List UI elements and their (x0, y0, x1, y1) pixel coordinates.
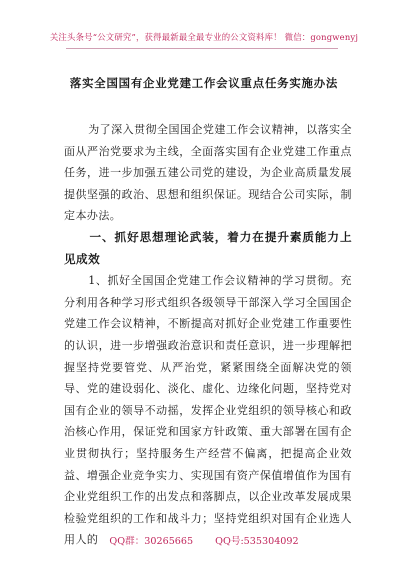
section-1-paragraph: 1、抓好全国国企党建工作会议精神的学习贯彻。充分利用各种学习形式组织各级领导干部深入学习全国国企党建工作会议精神，不断提高对抓好企业党建工作重要性的认识，进一步增强政治意识和责任意识，进一步理解把握坚持党要管党、从严治党，紧紧围绕全面解决党的领导、党的建设弱化、淡化、虚化、边缘化问题，坚持党对国有企业的领导不动摇，发挥企业党组织的领导核心和政治核心作用，保证党和国家方针政策、重大部署在国有企业贯彻执行；坚持服务生产经营不偏离，把提高企业效益、增强企业竞争实力、实现国有资产保值增值作为国有企业党组织工作的出发点和落脚点，以企业改革发展成果检验党组织的工作和战斗力；坚持党组织对国有企业选人用人的 (64, 274, 352, 547)
footer-qq-group: QQ群：30265665 (109, 536, 194, 547)
header-promo-note: 关注头条号“公文研究”，获得最新最全最专业的公文资料库！ 微信：gongwenyj (49, 32, 359, 42)
document-body (64, 119, 352, 551)
intro-paragraph: 为了深入贯彻全国国企党建工作会议精神，以落实全面从严治党要求为主线，全面落实国有企业党建工作重点任务，进一步加强五建公司党的建设，为企业高质量发展提供坚强的政治、思想和组织保证。现结合公司实际，制定本办法。 (64, 123, 352, 223)
header-divider (66, 48, 338, 49)
footer-qq-number: QQ号:535304092 (215, 536, 299, 547)
section-1-heading: 一、抓好思想理论武装，着力在提升素质能力上见成效 (64, 229, 352, 266)
document-title: 落实全国国有企业党建工作会议重点任务实施办法 (69, 76, 339, 90)
footer-contact (0, 533, 408, 547)
